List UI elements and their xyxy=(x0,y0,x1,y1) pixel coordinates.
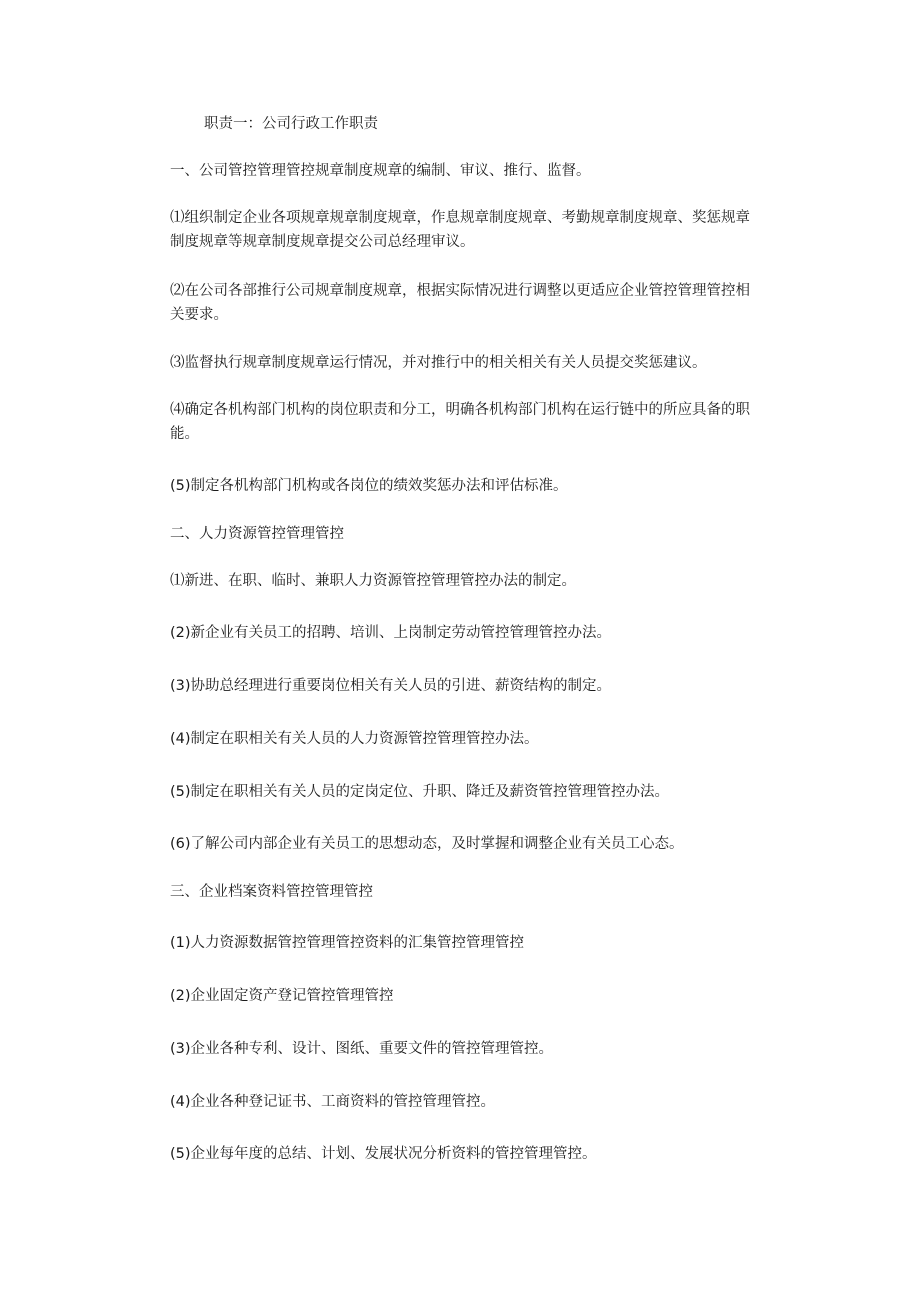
paragraph-2-2: (2)新企业有关员工的招聘、培训、上岗制定劳动管控管理管控办法。 xyxy=(170,625,612,641)
paragraph-2-5: (5)制定在职相关有关人员的定岗定位、升职、降迁及薪资管控管理管控办法。 xyxy=(170,784,670,800)
section-heading-2: 二、人力资源管控管理管控 xyxy=(170,526,344,542)
paragraph-1-3: ⑶监督执行规章制度规章运行情况，并对推行中的相关相关有关人员提交奖惩建议。 xyxy=(170,355,707,371)
paragraph-1-1: ⑴组织制定企业各项规章规章制度规章，作息规章制度规章、考勤规章制度规章、奖惩规章制度规章等规章制度规章提交公司总经理审议。 xyxy=(170,210,750,250)
paragraph-1-4: ⑷确定各机构部门机构的岗位职责和分工，明确各机构部门机构在运行链中的所应具备的职能。 xyxy=(170,402,750,442)
paragraph-1-2: ⑵在公司各部推行公司规章制度规章，根据实际情况进行调整以更适应企业管控管理管控相关要求。 xyxy=(170,283,750,323)
paragraph-2-1: ⑴新进、在职、临时、兼职人力资源管控管理管控办法的制定。 xyxy=(170,573,576,589)
section-heading-3: 三、企业档案资料管控管理管控 xyxy=(170,884,373,900)
paragraph-1-5: (5)制定各机构部门机构或各岗位的绩效奖惩办法和评估标准。 xyxy=(170,478,568,494)
section-heading-1: 一、公司管控管理管控规章制度规章的编制、审议、推行、监督。 xyxy=(170,163,591,179)
document-title: 职责一：公司行政工作职责 xyxy=(204,116,378,132)
paragraph-2-3: (3)协助总经理进行重要岗位相关有关人员的引进、薪资结构的制定。 xyxy=(170,678,612,694)
paragraph-3-1: (1)人力资源数据管控管理管控资料的汇集管控管理管控 xyxy=(170,935,525,951)
paragraph-3-4: (4)企业各种登记证书、工商资料的管控管理管控。 xyxy=(170,1094,496,1110)
paragraph-3-2: (2)企业固定资产登记管控管理管控 xyxy=(170,988,394,1004)
paragraph-3-3: (3)企业各种专利、设计、图纸、重要文件的管控管理管控。 xyxy=(170,1041,554,1057)
paragraph-2-4: (4)制定在职相关有关人员的人力资源管控管理管控办法。 xyxy=(170,731,539,747)
paragraph-2-6: (6)了解公司内部企业有关员工的思想动态，及时掌握和调整企业有关员工心态。 xyxy=(170,836,684,852)
paragraph-3-5: (5)企业每年度的总结、计划、发展状况分析资料的管控管理管控。 xyxy=(170,1146,597,1162)
